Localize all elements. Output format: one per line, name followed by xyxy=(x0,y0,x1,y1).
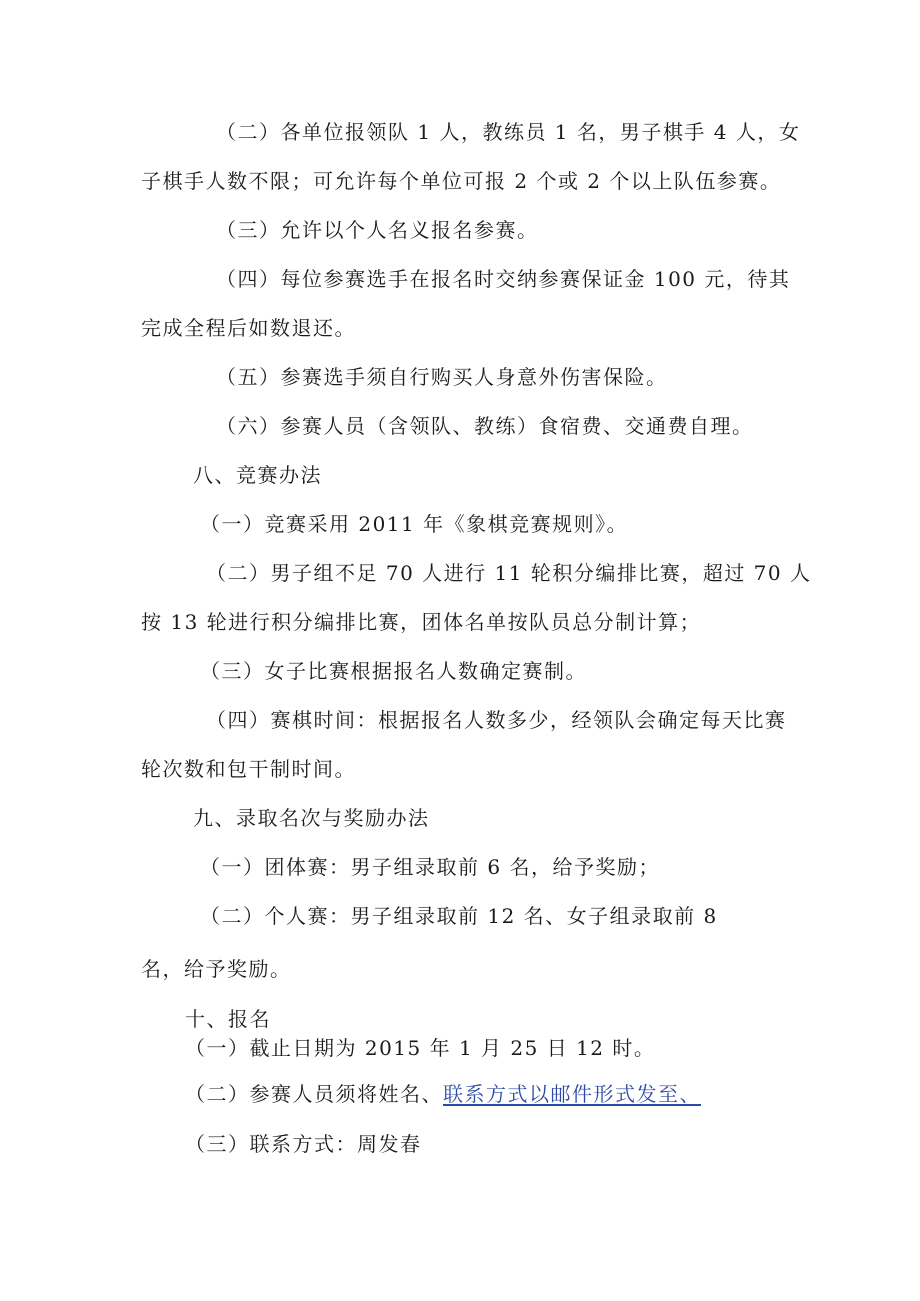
text-line: （一）竞赛采用 2011 年《象棋竞赛规则》。 xyxy=(200,512,629,536)
text-line: （二）男子组不足 70 人进行 11 轮积分编排比赛，超过 70 人 xyxy=(206,561,812,585)
text-line: （一）截止日期为 2015 年 1 月 25 日 12 时。 xyxy=(185,1036,656,1060)
text-line: （五）参赛选手须自行购买人身意外伤害保险。 xyxy=(216,365,668,389)
text-line: （三）女子比赛根据报名人数确定赛制。 xyxy=(200,659,587,683)
text-line: 按 13 轮进行积分编排比赛，团体名单按队员总分制计算； xyxy=(141,610,702,634)
text-line: 轮次数和包干制时间。 xyxy=(141,757,356,781)
text-line: （二）各单位报领队 1 人，教练员 1 名，男子棋手 4 人，女 xyxy=(216,120,801,144)
contact-link[interactable]: 联系方式以邮件形式发至、 xyxy=(443,1082,701,1106)
text-line: 子棋手人数不限；可允许每个单位可报 2 个或 2 个以上队伍参赛。 xyxy=(141,169,782,193)
text-line: （三）联系方式：周发春 xyxy=(185,1132,422,1156)
text-line: （六）参赛人员（含领队、教练）食宿费、交通费自理。 xyxy=(216,414,754,438)
text-line: （一）团体赛：男子组录取前 6 名，给予奖励； xyxy=(200,855,660,879)
text-line: 名，给予奖励。 xyxy=(141,957,292,981)
section-heading: 九、录取名次与奖励办法 xyxy=(193,806,430,830)
text-line: （二）个人赛：男子组录取前 12 名、女子组录取前 8 xyxy=(200,904,718,928)
text-line: （四）赛棋时间：根据报名人数多少，经领队会确定每天比赛 xyxy=(206,708,787,732)
text-line: （三）允许以个人名义报名参赛。 xyxy=(216,218,539,242)
section-heading: 八、竞赛办法 xyxy=(193,463,322,487)
section-heading: 十、报名 xyxy=(185,1007,271,1031)
text-line: （四）每位参赛选手在报名时交纳参赛保证金 100 元，待其 xyxy=(216,267,791,291)
text-line: 完成全程后如数退还。 xyxy=(141,316,356,340)
contact-line xyxy=(185,1080,701,1108)
contact-line-prefix: （二）参赛人员须将姓名、 xyxy=(185,1082,443,1106)
